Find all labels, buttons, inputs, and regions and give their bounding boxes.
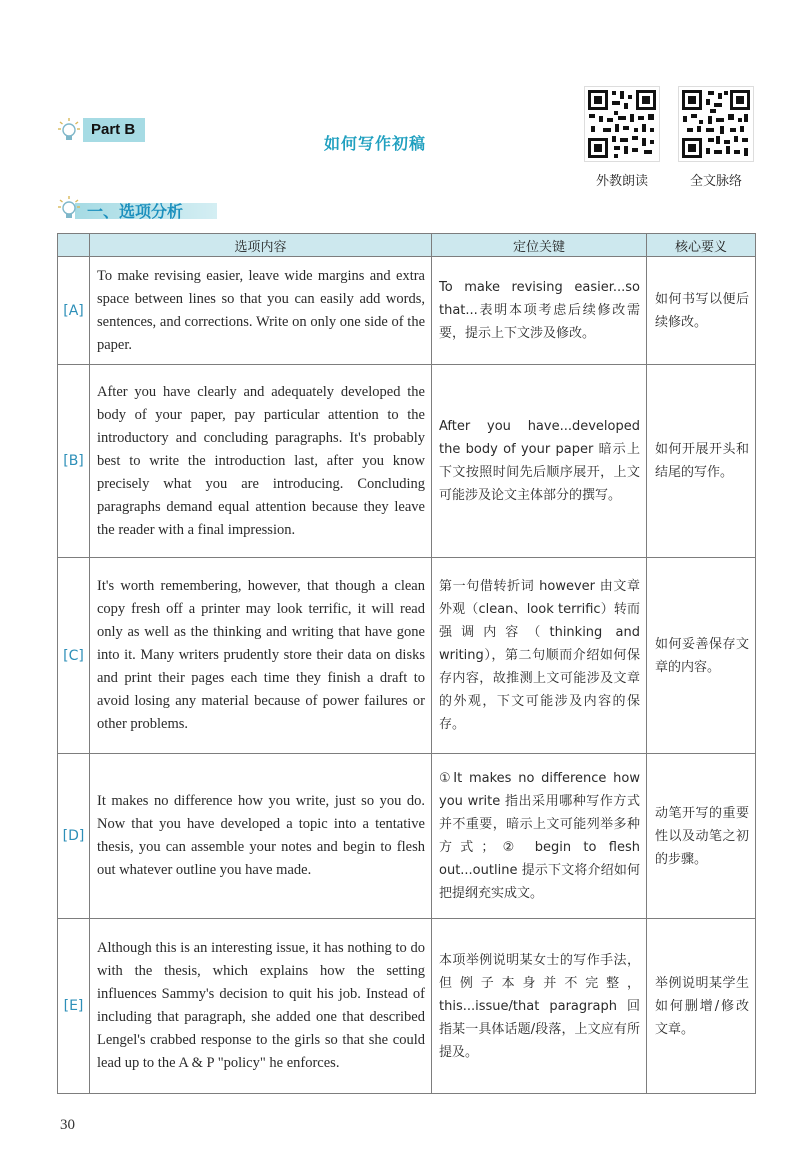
- option-content: It makes no difference how you write, just so you do. Now that you have developed a topic into a tentative thesis, you can assemble your notes and begin to flesh out whatever outline you have made.: [90, 754, 432, 919]
- option-core: 如何书写以便后续修改。: [647, 257, 756, 365]
- page-title: 如何写作初稿: [323, 134, 426, 153]
- part-label: Part B: [83, 118, 145, 142]
- option-locate: 第一句借转折词 however 由文章外观（clean、look terrific）转而强调内容（thinking and writing），第二句顺而介绍如何保存内容，故推测上文可能涉及文章的外观，下文可能涉及内容的保存。: [432, 558, 647, 754]
- option-core: 举例说明某学生如何删增/修改文章。: [647, 919, 756, 1094]
- qr-code-outline[interactable]: [678, 86, 754, 189]
- qr-code-reading[interactable]: [584, 86, 660, 189]
- option-core: 如何妥善保存文章的内容。: [647, 558, 756, 754]
- option-content: Although this is an interesting issue, it has nothing to do with the thesis, which explains how the setting influences Sammy's decision to quit his job. Instead of including that paragraph, she added one that described Lengel's crabbed response to the girls so that she could lead up to the A & P "policy" he enforces.: [90, 919, 432, 1094]
- lightbulb-icon: [57, 195, 81, 221]
- qr-caption: 全文脉络: [689, 174, 742, 189]
- part-tag: [57, 117, 145, 143]
- options-table: [57, 233, 756, 1094]
- option-letter: [C]: [58, 558, 90, 754]
- qr-caption: 外教朗读: [595, 174, 648, 189]
- option-letter: [B]: [58, 365, 90, 558]
- option-locate: ①It makes no difference how you write 指出采用哪种写作方式并不重要，暗示上文可能列举多种方式；② begin to flesh out...outline 提示下文将介绍如何把提纲充实成文。: [432, 754, 647, 919]
- qr-code-icon: [584, 86, 660, 162]
- option-content: To make revising easier, leave wide margins and extra space between lines so that you can easily add words, sentences, and corrections. Write on only one side of the paper.: [90, 257, 432, 365]
- option-letter: [D]: [58, 754, 90, 919]
- option-locate: 本项举例说明某女士的写作手法，但例子本身并不完整，this...issue/that paragraph 回指某一具体话题/段落，上文应有所提及。: [432, 919, 647, 1094]
- section-heading-text: 一、选项分析: [87, 202, 184, 221]
- option-locate: To make revising easier...so that...表明本项考虑后续修改需要，提示上下文涉及修改。: [432, 257, 647, 365]
- header-core: 核心要义: [647, 234, 756, 257]
- option-locate: After you have...developed the body of your paper 暗示上下文按照时间先后顺序展开，上文可能涉及论文主体部分的撰写。: [432, 365, 647, 558]
- table-header-row: [58, 234, 756, 257]
- option-core: 动笔开写的重要性以及动笔之初的步骤。: [647, 754, 756, 919]
- table-row: [58, 257, 756, 365]
- table-row: [58, 919, 756, 1094]
- header-locate: 定位关键: [432, 234, 647, 257]
- table-row: [58, 558, 756, 754]
- table-row: [58, 365, 756, 558]
- qr-code-icon: [678, 86, 754, 162]
- option-content: It's worth remembering, however, that though a clean copy fresh off a printer may look terrific, it will read only as well as the thinking and writing that have gone into it. Many writers prudently store their data on disks and print their pages each time they finish a draft to avoid losing any material because of power failures or other problems.: [90, 558, 432, 754]
- header-content: 选项内容: [90, 234, 432, 257]
- lightbulb-icon: [57, 117, 81, 143]
- section-heading: [57, 195, 217, 223]
- table-row: [58, 754, 756, 919]
- option-letter: [E]: [58, 919, 90, 1094]
- option-core: 如何开展开头和结尾的写作。: [647, 365, 756, 558]
- option-letter: [A]: [58, 257, 90, 365]
- header-blank: [58, 234, 90, 257]
- page-number: 30: [60, 1117, 75, 1133]
- option-content: After you have clearly and adequately developed the body of your paper, pay particular attention to the introductory and concluding paragraphs. It's probably best to write the introduction last, after you know precisely what you are introducing. Concluding paragraphs demand equal attention because they leave the reader with a final impression.: [90, 365, 432, 558]
